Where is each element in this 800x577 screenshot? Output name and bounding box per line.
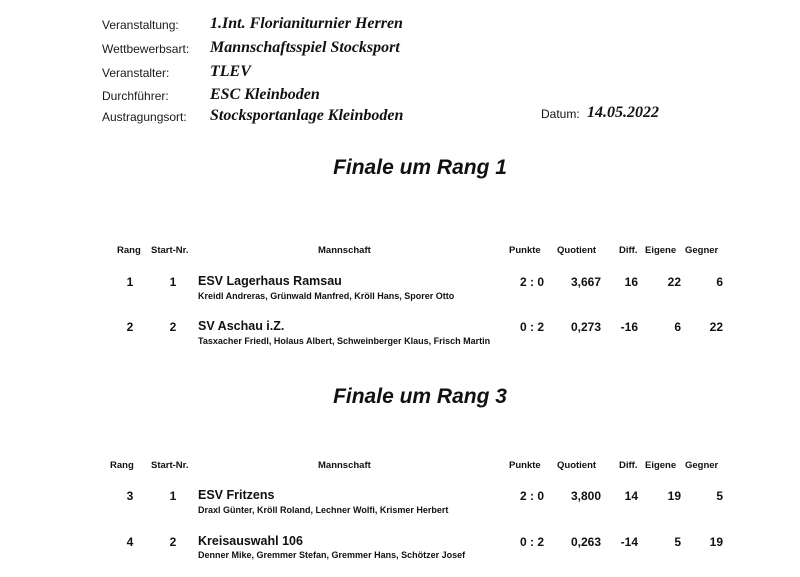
section-title: Finale um Rang 3 [333, 385, 507, 408]
label-veranstaltung: Veranstaltung: [102, 18, 179, 32]
cell-gegner: 5 [716, 489, 723, 503]
col-rang: Rang [110, 460, 134, 471]
cell-members: Denner Mike, Gremmer Stefan, Gremmer Hans, Schötzer Josef [198, 550, 466, 560]
col-punkte: Punkte [509, 460, 541, 471]
cell-quotient: 3,667 [570, 275, 601, 289]
cell-punkte: 0 : 2 [519, 535, 544, 549]
cell-rang: 1 [126, 275, 134, 289]
col-punkte: Punkte [509, 245, 541, 256]
col-quotient: Quotient [557, 245, 597, 256]
cell-diff: -16 [620, 320, 638, 334]
cell-team: Kreisauswahl 106 [198, 534, 303, 548]
cell-eigene: 19 [667, 489, 681, 503]
col-diff: Diff. [619, 245, 638, 256]
cell-eigene: 5 [674, 535, 681, 549]
label-durchfuehrer: Durchführer: [102, 89, 169, 103]
col-mannschaft: Mannschaft [318, 460, 371, 471]
cell-start-nr: 1 [169, 489, 177, 503]
col-gegner: Gegner [685, 245, 719, 256]
cell-punkte: 2 : 0 [519, 275, 544, 289]
col-gegner: Gegner [685, 460, 719, 471]
label-wettbewerbsart: Wettbewerbsart: [102, 42, 190, 56]
cell-gegner: 19 [709, 535, 723, 549]
cell-start-nr: 2 [169, 320, 177, 334]
cell-team: ESV Lagerhaus Ramsau [198, 274, 342, 288]
value-datum: 14.05.2022 [587, 104, 659, 121]
cell-eigene: 6 [674, 320, 681, 334]
cell-diff: -14 [620, 535, 638, 549]
value-veranstaltung: 1.Int. Florianiturnier Herren [210, 15, 403, 32]
cell-team: SV Aschau i.Z. [198, 319, 285, 333]
col-start-nr: Start-Nr. [151, 245, 189, 256]
cell-members: Tasxacher Friedl, Holaus Albert, Schweinberger Klaus, Frisch Martin [198, 336, 491, 346]
col-rang: Rang [117, 245, 141, 256]
col-quotient: Quotient [557, 460, 597, 471]
cell-quotient: 3,800 [570, 489, 601, 503]
cell-diff: 16 [624, 275, 638, 289]
cell-start-nr: 2 [169, 535, 177, 549]
value-durchfuehrer: ESC Kleinboden [210, 86, 320, 103]
value-austragungsort: Stocksportanlage Kleinboden [210, 107, 404, 124]
cell-quotient: 0,273 [570, 320, 601, 334]
col-eigene: Eigene [645, 460, 677, 471]
cell-quotient: 0,263 [570, 535, 601, 549]
cell-members: Draxl Günter, Kröll Roland, Lechner Wolfi, Krismer Herbert [198, 505, 449, 515]
label-austragungsort: Austragungsort: [102, 110, 187, 124]
cell-start-nr: 1 [169, 275, 177, 289]
cell-gegner: 6 [716, 275, 723, 289]
cell-rang: 3 [126, 489, 134, 503]
col-start-nr: Start-Nr. [151, 460, 189, 471]
cell-punkte: 2 : 0 [519, 489, 544, 503]
label-datum: Datum: [541, 107, 580, 121]
value-wettbewerbsart: Mannschaftsspiel Stocksport [210, 39, 400, 56]
cell-members: Kreidl Andreras, Grünwald Manfred, Kröll Hans, Sporer Otto [198, 291, 455, 301]
section-title: Finale um Rang 1 [333, 156, 507, 179]
col-eigene: Eigene [645, 245, 677, 256]
cell-punkte: 0 : 2 [519, 320, 544, 334]
cell-eigene: 22 [667, 275, 681, 289]
cell-diff: 14 [624, 489, 638, 503]
label-veranstalter: Veranstalter: [102, 66, 170, 80]
value-veranstalter: TLEV [210, 63, 251, 80]
cell-gegner: 22 [709, 320, 723, 334]
col-mannschaft: Mannschaft [318, 245, 371, 256]
col-diff: Diff. [619, 460, 638, 471]
cell-rang: 2 [126, 320, 134, 334]
cell-team: ESV Fritzens [198, 488, 275, 502]
cell-rang: 4 [126, 535, 134, 549]
